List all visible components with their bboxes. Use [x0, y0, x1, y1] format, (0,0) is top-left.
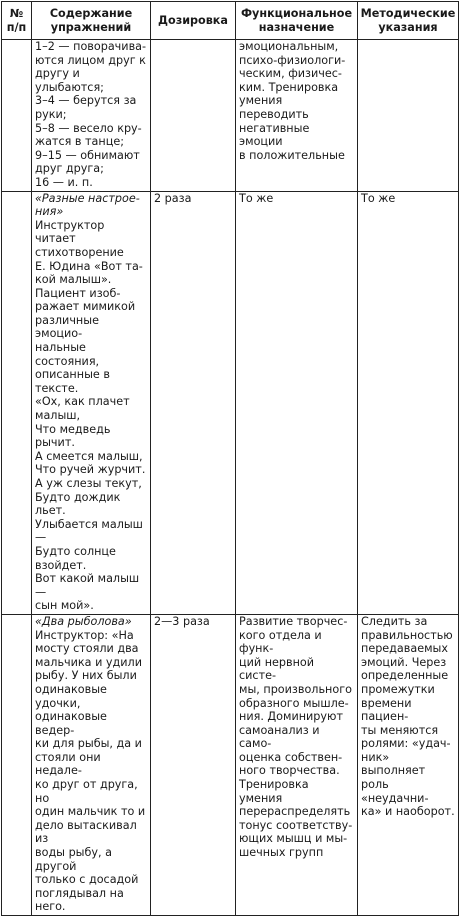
table-row [2, 191, 459, 614]
cell-number [2, 40, 32, 192]
exercise-name: «Разные настрое- ния» [35, 191, 140, 219]
cell-content [32, 191, 151, 614]
cell-function: Развитие творчес- кого отдела и функ- ций нервной систе- мы, произвольного образного мышле- ния. Доминируют самоанализ и само- оценка собствен- ного творчества. Тренировка умения перераспределять тонус соответству- ющих мышц и мы- шечных групп [236, 614, 358, 915]
cell-dosage [151, 40, 236, 192]
exercise-description: Инструктор читает стихотворение Е. Юдина «Вот та- кой малыш». Пациент изоб- ражает мимикой различные эмоцио- нальные состояния, описанные в тексте. «Ох, как плачет малыш, Что медведь рычит. А смеется малыш, Что ручей журчит. А уж слезы текут, Будто дождик льет. Улыбается малыш — Будто солнце взойдет. Вот какой малыш — сын мой». [35, 218, 146, 613]
header-content: Содержание упражнений [32, 2, 151, 40]
exercise-description: Инструктор: «На мосту стояли два мальчика и удили рыбу. У них были одинаковые удочки, одинаковые ведер- ки для рыбы, да и стояли они недале- ко друг от друга, но один мальчик то и дело вытаскивал из воды рыбу, а другой только с досадой поглядывал на него. [35, 628, 146, 914]
table-header-row [2, 2, 459, 40]
cell-number [2, 614, 32, 915]
cell-dosage: 2—3 раза [151, 614, 236, 915]
table-row [2, 40, 459, 192]
cell-content [32, 614, 151, 915]
header-guidelines: Методические указания [358, 2, 459, 40]
header-number: № п/п [2, 2, 32, 40]
table-row [2, 614, 459, 915]
header-dosage: Дозировка [151, 2, 236, 40]
cell-dosage: 2 раза [151, 191, 236, 614]
cell-function: эмоциональным, психо-физиологи- ческим, физичес- ким. Тренировка умения переводить негативные эмоции в положительные [236, 40, 358, 192]
exercise-description: 1–2 — поворачива- ются лицом друг к другу и улыбаются; 3–4 — берутся за руки; 5–8 — весело кру- жатся в танце; 9–15 — обнимают друг друга; 16 — и. п. [35, 40, 147, 189]
cell-content [32, 40, 151, 192]
cell-guidelines: То же [358, 191, 459, 614]
cell-guidelines [358, 40, 459, 192]
cell-function: То же [236, 191, 358, 614]
cell-number [2, 191, 32, 614]
exercise-name: «Два рыболова» [35, 614, 132, 628]
cell-guidelines: Следить за правильностью передаваемых эмоций. Через определенные промежутки времени пациен- ты меняются ролями: «удач- ник» выполняет роль «неудачни- ка» и наоборот. [358, 614, 459, 915]
header-function: Функциональное назначение [236, 2, 358, 40]
exercise-table [1, 1, 459, 916]
